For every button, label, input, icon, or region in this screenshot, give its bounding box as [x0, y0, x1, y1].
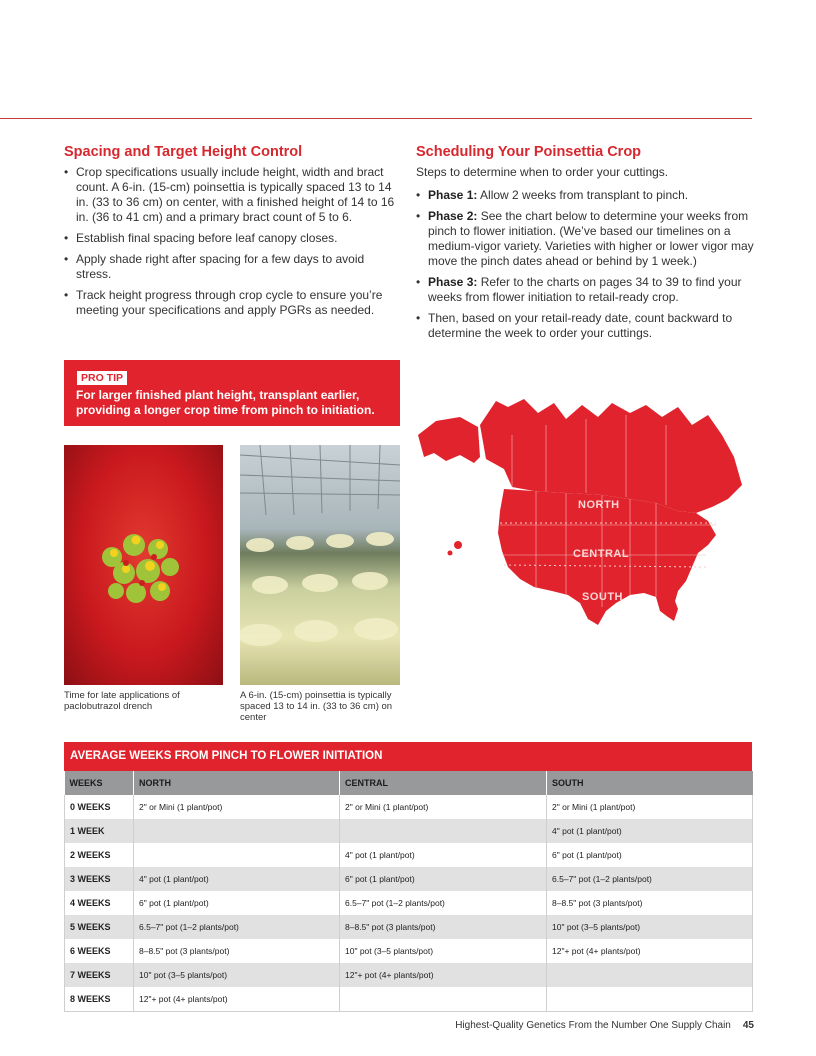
footer-text: Highest-Quality Genetics From the Number One Supply Chain: [455, 1020, 731, 1031]
table-row: [65, 915, 753, 939]
phase-label: Phase 2:: [428, 209, 478, 223]
phase-item: [416, 311, 756, 341]
cell-central: [340, 819, 547, 843]
cell-weeks: 7 WEEKS: [65, 963, 134, 987]
col-header-central: CENTRAL: [340, 771, 547, 795]
spacing-bullet: • Crop specifications usually include height, width and bract count. A 6-in. (15-cm) poinsettia is typically spaced 13 to 14 in. (33 to 36 cm) on center, with a finished height of 14 to 16 in. (36 to 41 cm) and a primary bract count of 5 to 6.: [64, 165, 400, 225]
poinsettia-flower-photo: [64, 445, 223, 685]
cell-central: 10" pot (3–5 plants/pot): [340, 939, 547, 963]
cell-north: 2" or Mini (1 plant/pot): [134, 795, 340, 819]
cell-south: 8–8.5" pot (3 plants/pot): [547, 891, 753, 915]
spacing-section: [64, 144, 400, 324]
cell-south: [547, 987, 753, 1012]
cell-north: 8–8.5" pot (3 plants/pot): [134, 939, 340, 963]
photo-caption-1: Time for late applications of paclobutrazol drench: [64, 690, 180, 712]
cell-weeks: 8 WEEKS: [65, 987, 134, 1012]
spacing-bullet: • Track height progress through crop cycle to ensure you’re meeting your specifications and apply PGRs as needed.: [64, 288, 400, 318]
cell-central: 4" pot (1 plant/pot): [340, 843, 547, 867]
cell-weeks: 2 WEEKS: [65, 843, 134, 867]
cell-central: 6.5–7" pot (1–2 plants/pot): [340, 891, 547, 915]
cell-south: 12"+ pot (4+ plants/pot): [547, 939, 753, 963]
phase-text: Then, based on your retail-ready date, count backward to determine the week to order your cuttings.: [428, 311, 733, 340]
phase-label: Phase 3:: [428, 275, 478, 289]
phase-item: [416, 209, 756, 269]
photo-caption-2: A 6-in. (15-cm) poinsettia is typically spaced 13 to 14 in. (33 to 36 cm) on center: [240, 690, 393, 723]
scheduling-intro: Steps to determine when to order your cuttings.: [416, 165, 669, 179]
spacing-heading: Spacing and Target Height Control: [64, 144, 303, 160]
map-landmass: [418, 399, 742, 625]
table-header-row: [65, 771, 753, 795]
greenhouse-illustration: [240, 445, 400, 685]
phase-item: [416, 188, 756, 203]
cell-south: [547, 963, 753, 987]
island-dot: [454, 541, 462, 549]
cell-south: 10" pot (3–5 plants/pot): [547, 915, 753, 939]
table-row: [65, 963, 753, 987]
phase-item: [416, 275, 756, 305]
alaska-shape: [418, 417, 480, 463]
page-footer: [455, 1020, 754, 1031]
phase-text: Refer to the charts on pages 34 to 39 to find your weeks from flower initiation to retail-ready crop.: [428, 275, 742, 304]
map-label-south: SOUTH: [582, 591, 623, 603]
phase-label: Phase 1:: [428, 188, 478, 202]
scheduling-heading: Scheduling Your Poinsettia Crop: [416, 144, 642, 160]
island-dot: [448, 551, 453, 556]
table-row: [65, 867, 753, 891]
table-row: [65, 891, 753, 915]
cell-north: 6" pot (1 plant/pot): [134, 891, 340, 915]
phase-list: [416, 188, 756, 341]
phase-text: See the chart below to determine your weeks from pinch to flower initiation. (We’ve based our timelines on a medium-vigor variety. Varieties with higher or lower vigor may move the pinch dates ahead or behind by 1 week.): [428, 209, 754, 268]
cell-south: 6" pot (1 plant/pot): [547, 843, 753, 867]
pinch-initiation-table: [64, 742, 752, 1012]
col-header-south: SOUTH: [547, 771, 753, 795]
cell-north: 10" pot (3–5 plants/pot): [134, 963, 340, 987]
table-row: [65, 819, 753, 843]
spacing-bullet: • Establish final spacing before leaf canopy closes.: [64, 231, 400, 246]
cell-weeks: 4 WEEKS: [65, 891, 134, 915]
cell-central: 8–8.5" pot (3 plants/pot): [340, 915, 547, 939]
col-header-weeks: WEEKS: [65, 771, 134, 795]
spacing-bullet: • Apply shade right after spacing for a few days to avoid stress.: [64, 252, 400, 282]
cell-weeks: 3 WEEKS: [65, 867, 134, 891]
scheduling-section: [416, 144, 756, 347]
cell-central: 12"+ pot (4+ plants/pot): [340, 963, 547, 987]
cell-weeks: 1 WEEK: [65, 819, 134, 843]
cell-north: [134, 843, 340, 867]
flower-cyathia-illustration: [64, 445, 223, 685]
phase-text: Allow 2 weeks from transplant to pinch.: [477, 188, 689, 202]
col-header-north: NORTH: [134, 771, 340, 795]
pro-tip-box: [64, 360, 400, 426]
table-title: AVERAGE WEEKS FROM PINCH TO FLOWER INITIATION: [64, 742, 752, 771]
map-label-central: CENTRAL: [573, 548, 630, 560]
north-america-region-map: [416, 395, 758, 635]
spacing-bullets: [64, 165, 400, 318]
table-row: [65, 987, 753, 1012]
cell-north: 6.5–7" pot (1–2 plants/pot): [134, 915, 340, 939]
cell-south: 4" pot (1 plant/pot): [547, 819, 753, 843]
table-row: [65, 843, 753, 867]
cell-weeks: 0 WEEKS: [65, 795, 134, 819]
map-label-north: NORTH: [578, 499, 620, 511]
table-row: [65, 795, 753, 819]
cell-north: 4" pot (1 plant/pot): [134, 867, 340, 891]
cell-weeks: 5 WEEKS: [65, 915, 134, 939]
pro-tip-badge: PRO TIP: [77, 371, 127, 385]
cell-weeks: 6 WEEKS: [65, 939, 134, 963]
top-rule: [0, 118, 752, 119]
greenhouse-poinsettias-photo: [240, 445, 400, 685]
cell-south: 6.5–7" pot (1–2 plants/pot): [547, 867, 753, 891]
cell-central: [340, 987, 547, 1012]
pro-tip-text: For larger finished plant height, transplant earlier, providing a longer crop time from pinch to initiation.: [76, 388, 375, 417]
page-number: 45: [742, 1020, 754, 1031]
cell-south: 2" or Mini (1 plant/pot): [547, 795, 753, 819]
cell-north: [134, 819, 340, 843]
cell-central: 6" pot (1 plant/pot): [340, 867, 547, 891]
cell-central: 2" or Mini (1 plant/pot): [340, 795, 547, 819]
weeks-table: [64, 771, 753, 1012]
table-row: [65, 939, 753, 963]
cell-north: 12"+ pot (4+ plants/pot): [134, 987, 340, 1012]
